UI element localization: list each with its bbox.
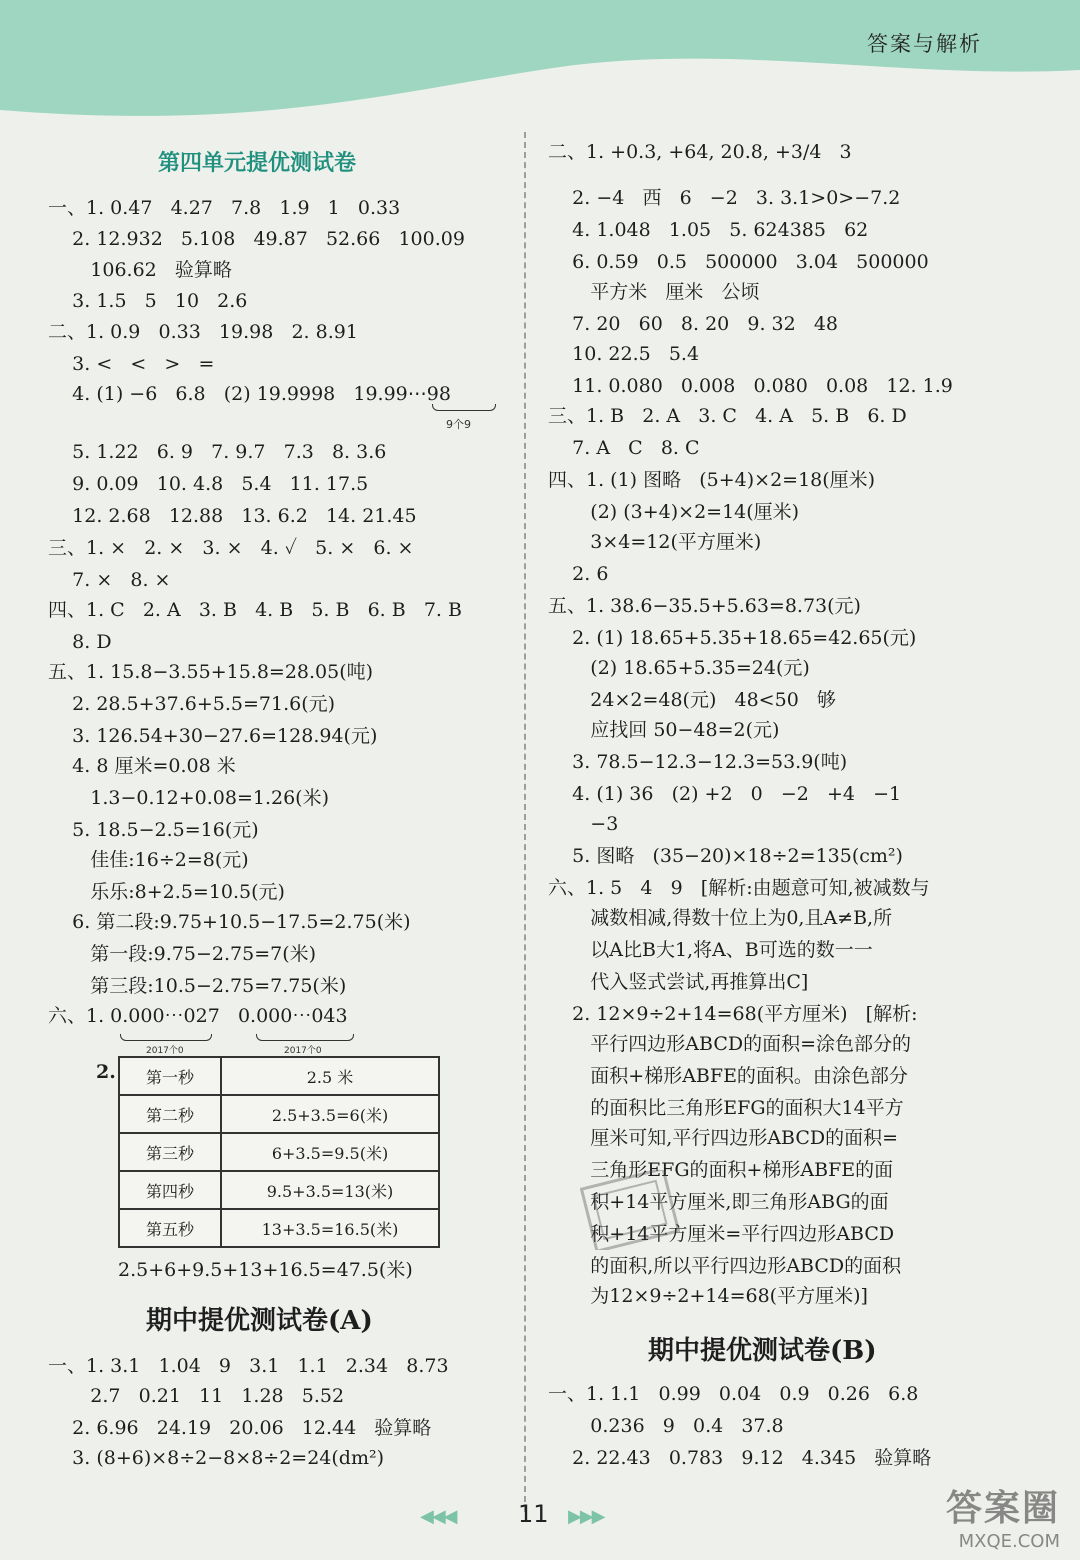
brace-2017b: [256, 1034, 354, 1041]
answer-line: 一、1. 0.47 4.27 7.8 1.9 1 0.33: [48, 197, 401, 219]
answer-line: 佳佳:16÷2=8(元): [48, 849, 249, 871]
answer-line: 7. × 8. ×: [48, 569, 171, 591]
watermark-url: MXQE.COM: [958, 1531, 1060, 1552]
answer-line: 3. 1.5 5 10 2.6: [48, 290, 248, 312]
table-cell-distance: 13+3.5=16.5(米): [221, 1209, 439, 1247]
answer-line: 三、1. B 2. A 3. C 4. A 5. B 6. D: [548, 405, 907, 427]
header-band: [0, 0, 1080, 140]
answer-line: 10. 22.5 5.4: [548, 343, 700, 365]
ink-stamp: [580, 1170, 680, 1250]
answer-line: 的面积,所以平行四边形ABCD的面积: [548, 1255, 902, 1277]
table-cell-distance: 9.5+3.5=13(米): [221, 1171, 439, 1209]
answer-line: 平方米 厘米 公顷: [548, 281, 760, 303]
answer-line: 8. D: [48, 631, 112, 653]
answer-line: 积+14平方厘米,即三角形ABG的面: [548, 1191, 889, 1213]
footer-right-arrows: ▶▶▶: [568, 1506, 604, 1527]
brace-2017a: [120, 1034, 212, 1041]
section-title-unit4: 第四单元提优测试卷: [158, 150, 357, 176]
answer-line: 4. 8 厘米=0.08 米: [48, 755, 236, 777]
answer-line: (2) (3+4)×2=14(厘米): [548, 501, 800, 523]
watermark-logo: [946, 1480, 1060, 1552]
answer-line: 代入竖式尝试,再推算出C]: [548, 971, 809, 993]
answer-line: 2. 12×9÷2+14=68(平方厘米) [解析:: [548, 1003, 918, 1025]
header-title: 答案与解析: [867, 32, 982, 56]
table-row: [119, 1057, 439, 1095]
answer-line: 6. 0.59 0.5 500000 3.04 500000: [548, 251, 929, 273]
section-title-midterm-a: 期中提优测试卷(A): [146, 1306, 373, 1336]
table-cell-time: 第一秒: [119, 1057, 221, 1095]
speed-table: [118, 1056, 440, 1248]
note-9-nines: 9个9: [446, 418, 471, 431]
answer-line: 106.62 验算略: [48, 259, 232, 281]
answer-line: 3. 126.54+30−27.6=128.94(元): [48, 725, 378, 747]
table-cell-distance: 6+3.5=9.5(米): [221, 1133, 439, 1171]
answer-line: 五、1. 38.6−35.5+5.63=8.73(元): [548, 595, 861, 617]
answer-line: 11. 0.080 0.008 0.080 0.08 12. 1.9: [548, 375, 953, 397]
answer-line: 的面积比三角形EFG的面积大14平方: [548, 1097, 904, 1119]
note-2017-a: 2017个0: [146, 1046, 184, 1056]
answer-line: 2. 22.43 0.783 9.12 4.345 验算略: [548, 1447, 932, 1469]
answer-line: 5. 图略 (35−20)×18÷2=135(cm²): [548, 845, 903, 867]
answer-line: 三角形EFG的面积+梯形ABFE的面: [548, 1159, 894, 1181]
answer-line: 为12×9÷2+14=68(平方厘米)]: [548, 1285, 868, 1307]
answer-line: 2.7 0.21 11 1.28 5.52: [48, 1385, 345, 1407]
answer-line: 平行四边形ABCD的面积=涂色部分的: [548, 1033, 912, 1055]
table-row: [119, 1209, 439, 1247]
answer-line: (2) 18.65+5.35=24(元): [548, 657, 810, 679]
answer-line: 4. (1) −6 6.8 (2) 19.9998 19.99⋯98: [48, 383, 451, 405]
table-cell-time: 第五秒: [119, 1209, 221, 1247]
table-cell-time: 第四秒: [119, 1171, 221, 1209]
answer-line: 减数相减,得数十位上为0,且A≠B,所: [548, 907, 893, 929]
section-title-midterm-b: 期中提优测试卷(B): [648, 1336, 877, 1366]
answer-line: 4. 1.048 1.05 5. 624385 62: [548, 219, 869, 241]
answer-line: 厘米可知,平行四边形ABCD的面积=: [548, 1127, 899, 1149]
answer-line: 24×2=48(元) 48<50 够: [548, 689, 836, 711]
answer-line: 面积+梯形ABFE的面积。由涂色部分: [548, 1065, 908, 1087]
question-2-label: 2.: [96, 1061, 116, 1083]
answer-line: 3. < < > =: [48, 353, 215, 375]
answer-line: 应找回 50−48=2(元): [548, 719, 780, 741]
answer-line: 五、1. 15.8−3.55+15.8=28.05(吨): [48, 661, 374, 683]
table-cell-distance: 2.5+3.5=6(米): [221, 1095, 439, 1133]
watermark-text: 答案圈: [945, 1488, 1060, 1529]
brace-9: [432, 404, 496, 411]
footer-left-arrows: ◀◀◀: [420, 1506, 456, 1527]
answer-line: 5. 1.22 6. 9 7. 9.7 7.3 8. 3.6: [48, 441, 387, 463]
answer-line: 第一段:9.75−2.75=7(米): [48, 943, 317, 965]
answer-line: 3. 78.5−12.3−12.3=53.9(吨): [548, 751, 848, 773]
answer-line: 二、1. 0.9 0.33 19.98 2. 8.91: [48, 321, 358, 343]
answer-line: 0.236 9 0.4 37.8: [548, 1415, 784, 1437]
table-row: [119, 1133, 439, 1171]
table-row: [119, 1171, 439, 1209]
answer-line: 9. 0.09 10. 4.8 5.4 11. 17.5: [48, 473, 369, 495]
answer-line: −3: [548, 813, 619, 835]
answer-line: 一、1. 3.1 1.04 9 3.1 1.1 2.34 8.73: [48, 1355, 449, 1377]
answer-line: 2. −4 西 6 −2 3. 3.1>0>−7.2: [548, 187, 901, 209]
answer-line: 六、1. 0.000⋯027 0.000⋯043: [48, 1005, 348, 1027]
answer-line: 2. 6.96 24.19 20.06 12.44 验算略: [48, 1417, 432, 1439]
answer-line: 三、1. × 2. × 3. × 4. ✓ 5. × 6. ×: [48, 537, 414, 559]
answer-line: 12. 2.68 12.88 13. 6.2 14. 21.45: [48, 505, 417, 527]
answer-line: 四、1. (1) 图略 (5+4)×2=18(厘米): [548, 469, 876, 491]
answer-line: 2. 12.932 5.108 49.87 52.66 100.09: [48, 228, 465, 250]
answer-line: 积+14平方厘米=平行四边形ABCD: [548, 1223, 895, 1245]
answer-line: 六、1. 5 4 9 [解析:由题意可知,被减数与: [548, 877, 930, 899]
answer-line: 3. (8+6)×8÷2−8×8÷2=24(dm²): [48, 1447, 385, 1469]
answer-line: 乐乐:8+2.5=10.5(元): [48, 881, 285, 903]
answer-line: 4. (1) 36 (2) +2 0 −2 +4 −1: [548, 783, 902, 805]
table-cell-time: 第二秒: [119, 1095, 221, 1133]
answer-line: 5. 18.5−2.5=16(元): [48, 819, 259, 841]
answer-line: 四、1. C 2. A 3. B 4. B 5. B 6. B 7. B: [48, 599, 462, 621]
answer-line: 一、1. 1.1 0.99 0.04 0.9 0.26 6.8: [548, 1383, 919, 1405]
answer-line: 7. 20 60 8. 20 9. 32 48: [548, 313, 839, 335]
answer-line: 1.3−0.12+0.08=1.26(米): [48, 787, 329, 809]
answer-line: 二、1. +0.3, +64, 20.8, +3/4 3: [548, 141, 852, 163]
column-divider: [524, 132, 526, 1512]
answer-line: 7. A C 8. C: [548, 437, 700, 459]
table-row: [119, 1095, 439, 1133]
answer-line: 第三段:10.5−2.75=7.75(米): [48, 975, 347, 997]
answer-line: 2. (1) 18.65+5.35+18.65=42.65(元): [548, 627, 917, 649]
page-number: 11: [518, 1500, 549, 1528]
sum-line: 2.5+6+9.5+13+16.5=47.5(米): [118, 1259, 413, 1281]
table-cell-time: 第三秒: [119, 1133, 221, 1171]
answer-line: 2. 28.5+37.6+5.5=71.6(元): [48, 693, 336, 715]
note-2017-b: 2017个0: [284, 1046, 322, 1056]
answer-line: 3×4=12(平方厘米): [548, 531, 762, 553]
answer-line: 以A比B大1,将A、B可选的数一一: [548, 939, 873, 961]
answer-line: 6. 第二段:9.75+10.5−17.5=2.75(米): [48, 911, 411, 933]
table-cell-distance: 2.5 米: [221, 1057, 439, 1095]
answer-line: 2. 6: [548, 563, 609, 585]
